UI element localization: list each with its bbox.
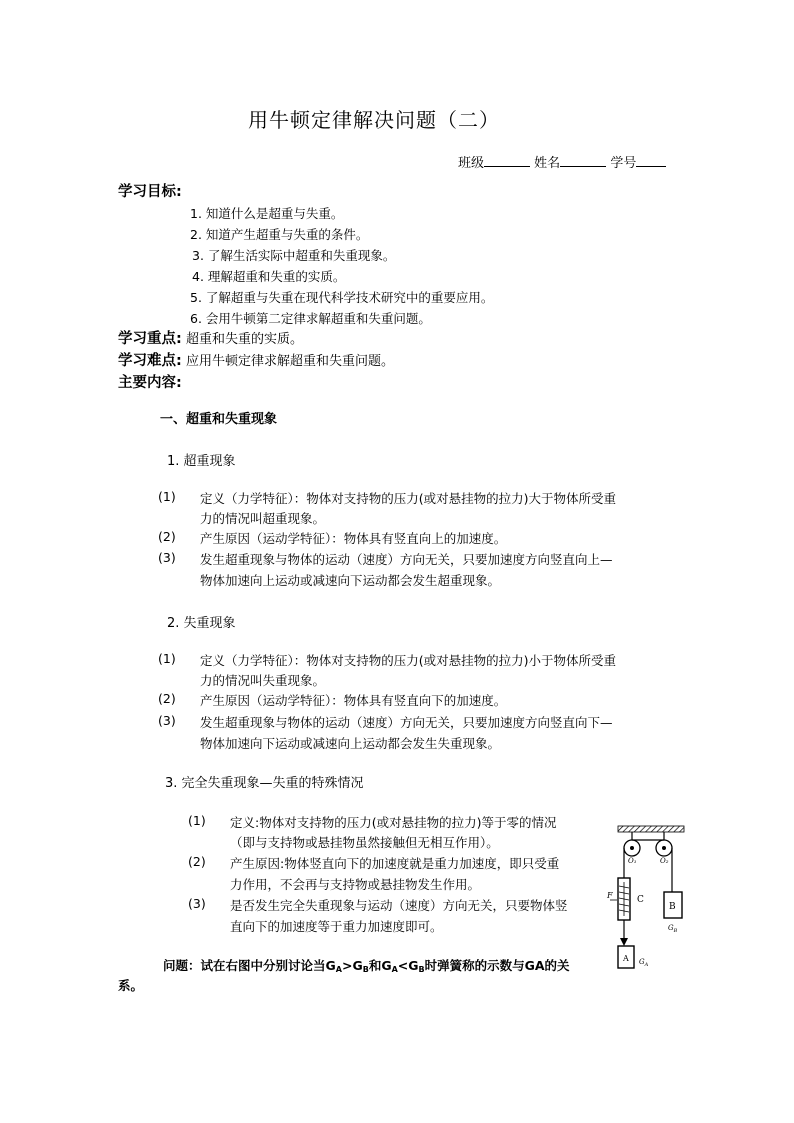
item-text: 定义（力学特征）：物体对支持物的压力(或对悬挂物的拉力)大于物体所受重 <box>200 491 617 506</box>
pulley-diagram <box>604 822 686 974</box>
problem-text: 和G <box>368 958 392 973</box>
subscript: B <box>418 965 425 974</box>
goal-item: 3. 了解生活实际中超重和失重现象。 <box>192 248 396 263</box>
problem-text: >G <box>341 958 363 973</box>
item-text: 物体加速向下运动或减速向上运动都会发生失重现象。 <box>200 736 501 751</box>
goal-item: 6. 会用牛顿第二定律求解超重和失重问题。 <box>190 311 431 326</box>
focus-text: 超重和失重的实质。 <box>181 332 303 347</box>
subsection-heading: 1. 超重现象 <box>167 454 236 469</box>
goals-header: 学习目标: <box>118 184 182 200</box>
goal-item: 4. 理解超重和失重的实质。 <box>192 269 346 284</box>
item-number: (3) <box>158 713 176 728</box>
subscript: A <box>391 965 398 974</box>
ceiling <box>618 826 684 832</box>
focus-label: 学习重点: <box>118 331 182 347</box>
label-o1: O₁ <box>628 857 637 865</box>
class-label: 班级 <box>458 156 485 171</box>
difficulty-text: 应用牛顿定律求解超重和失重问题。 <box>181 354 394 369</box>
item-number: (2) <box>188 854 206 869</box>
page-title: 用牛顿定律解决问题（二） <box>248 108 500 132</box>
item-number: (1) <box>158 489 176 504</box>
item-text: 发生超重现象与物体的运动（速度）方向无关，只要加速度方向竖直向上— <box>200 552 613 567</box>
student-info-line <box>458 152 666 171</box>
problem-text: 问题：试在右图中分别讨论当G <box>163 958 336 973</box>
problem-text: 时弹簧称的示数与GA的关 <box>424 958 570 973</box>
item-text: 定义:物体对支持物的压力(或对悬挂物的拉力)等于零的情况 <box>230 815 557 830</box>
problem-line-2: 系。 <box>118 978 144 993</box>
item-text: 是否发生完全失重现象与运动（速度）方向无关，只要物体竖 <box>230 898 568 913</box>
problem-text: <G <box>397 958 419 973</box>
goal-item: 5. 了解超重与失重在现代科学技术研究中的重要应用。 <box>190 290 494 305</box>
label-gb: $G_B$ <box>668 924 678 934</box>
label-o2: O₂ <box>660 857 669 865</box>
difficulty-label: 学习难点: <box>118 353 182 369</box>
content-header: 主要内容: <box>118 375 182 391</box>
item-text: 产生原因:物体竖直向下的加速度就是重力加速度，即只受重 <box>230 856 560 871</box>
class-blank <box>484 154 530 167</box>
subscript: A <box>335 965 342 974</box>
subsection-heading: 2. 失重现象 <box>167 616 236 631</box>
focus-line <box>118 327 303 348</box>
subscript: B <box>362 965 369 974</box>
item-number: (2) <box>158 691 176 706</box>
item-text: 力的情况叫失重现象。 <box>200 673 326 688</box>
item-text: 力作用，不会再与支持物或悬挂物发生作用。 <box>230 877 481 892</box>
problem-line <box>163 956 570 974</box>
name-label: 姓名 <box>534 156 561 171</box>
id-label: 学号 <box>610 156 637 171</box>
item-text: 力的情况叫超重现象。 <box>200 511 326 526</box>
label-f: F <box>607 891 613 900</box>
item-number: (3) <box>158 550 176 565</box>
label-b: B <box>669 902 676 912</box>
item-text: （即与支持物或悬挂物虽然接触但无相互作用）。 <box>230 835 499 850</box>
item-number: (1) <box>188 813 206 828</box>
item-number: (3) <box>188 896 206 911</box>
goal-item: 1. 知道什么是超重与失重。 <box>190 206 344 221</box>
label-c: C <box>637 895 644 905</box>
item-text: 发生超重现象与物体的运动（速度）方向无关，只要加速度方向竖直向下— <box>200 715 613 730</box>
difficulty-line <box>118 349 394 370</box>
label-ga: $G_A$ <box>639 958 649 968</box>
name-blank <box>560 154 606 167</box>
item-number: (2) <box>158 529 176 544</box>
item-text: 产生原因（运动学特征）：物体具有竖直向下的加速度。 <box>200 693 507 708</box>
goal-item: 2. 知道产生超重与失重的条件。 <box>190 227 369 242</box>
label-a: A <box>623 954 629 963</box>
item-text: 直向下的加速度等于重力加速度即可。 <box>230 919 443 934</box>
item-text: 产生原因（运动学特征）：物体具有竖直向上的加速度。 <box>200 531 507 546</box>
item-text: 定义（力学特征）：物体对支持物的压力(或对悬挂物的拉力)小于物体所受重 <box>200 653 617 668</box>
item-text: 物体加速向上运动或减速向下运动都会发生超重现象。 <box>200 573 501 588</box>
subsection-heading: 3. 完全失重现象—失重的特殊情况 <box>165 776 364 791</box>
id-blank <box>636 154 666 167</box>
item-number: (1) <box>158 651 176 666</box>
section-heading: 一、超重和失重现象 <box>160 412 278 427</box>
